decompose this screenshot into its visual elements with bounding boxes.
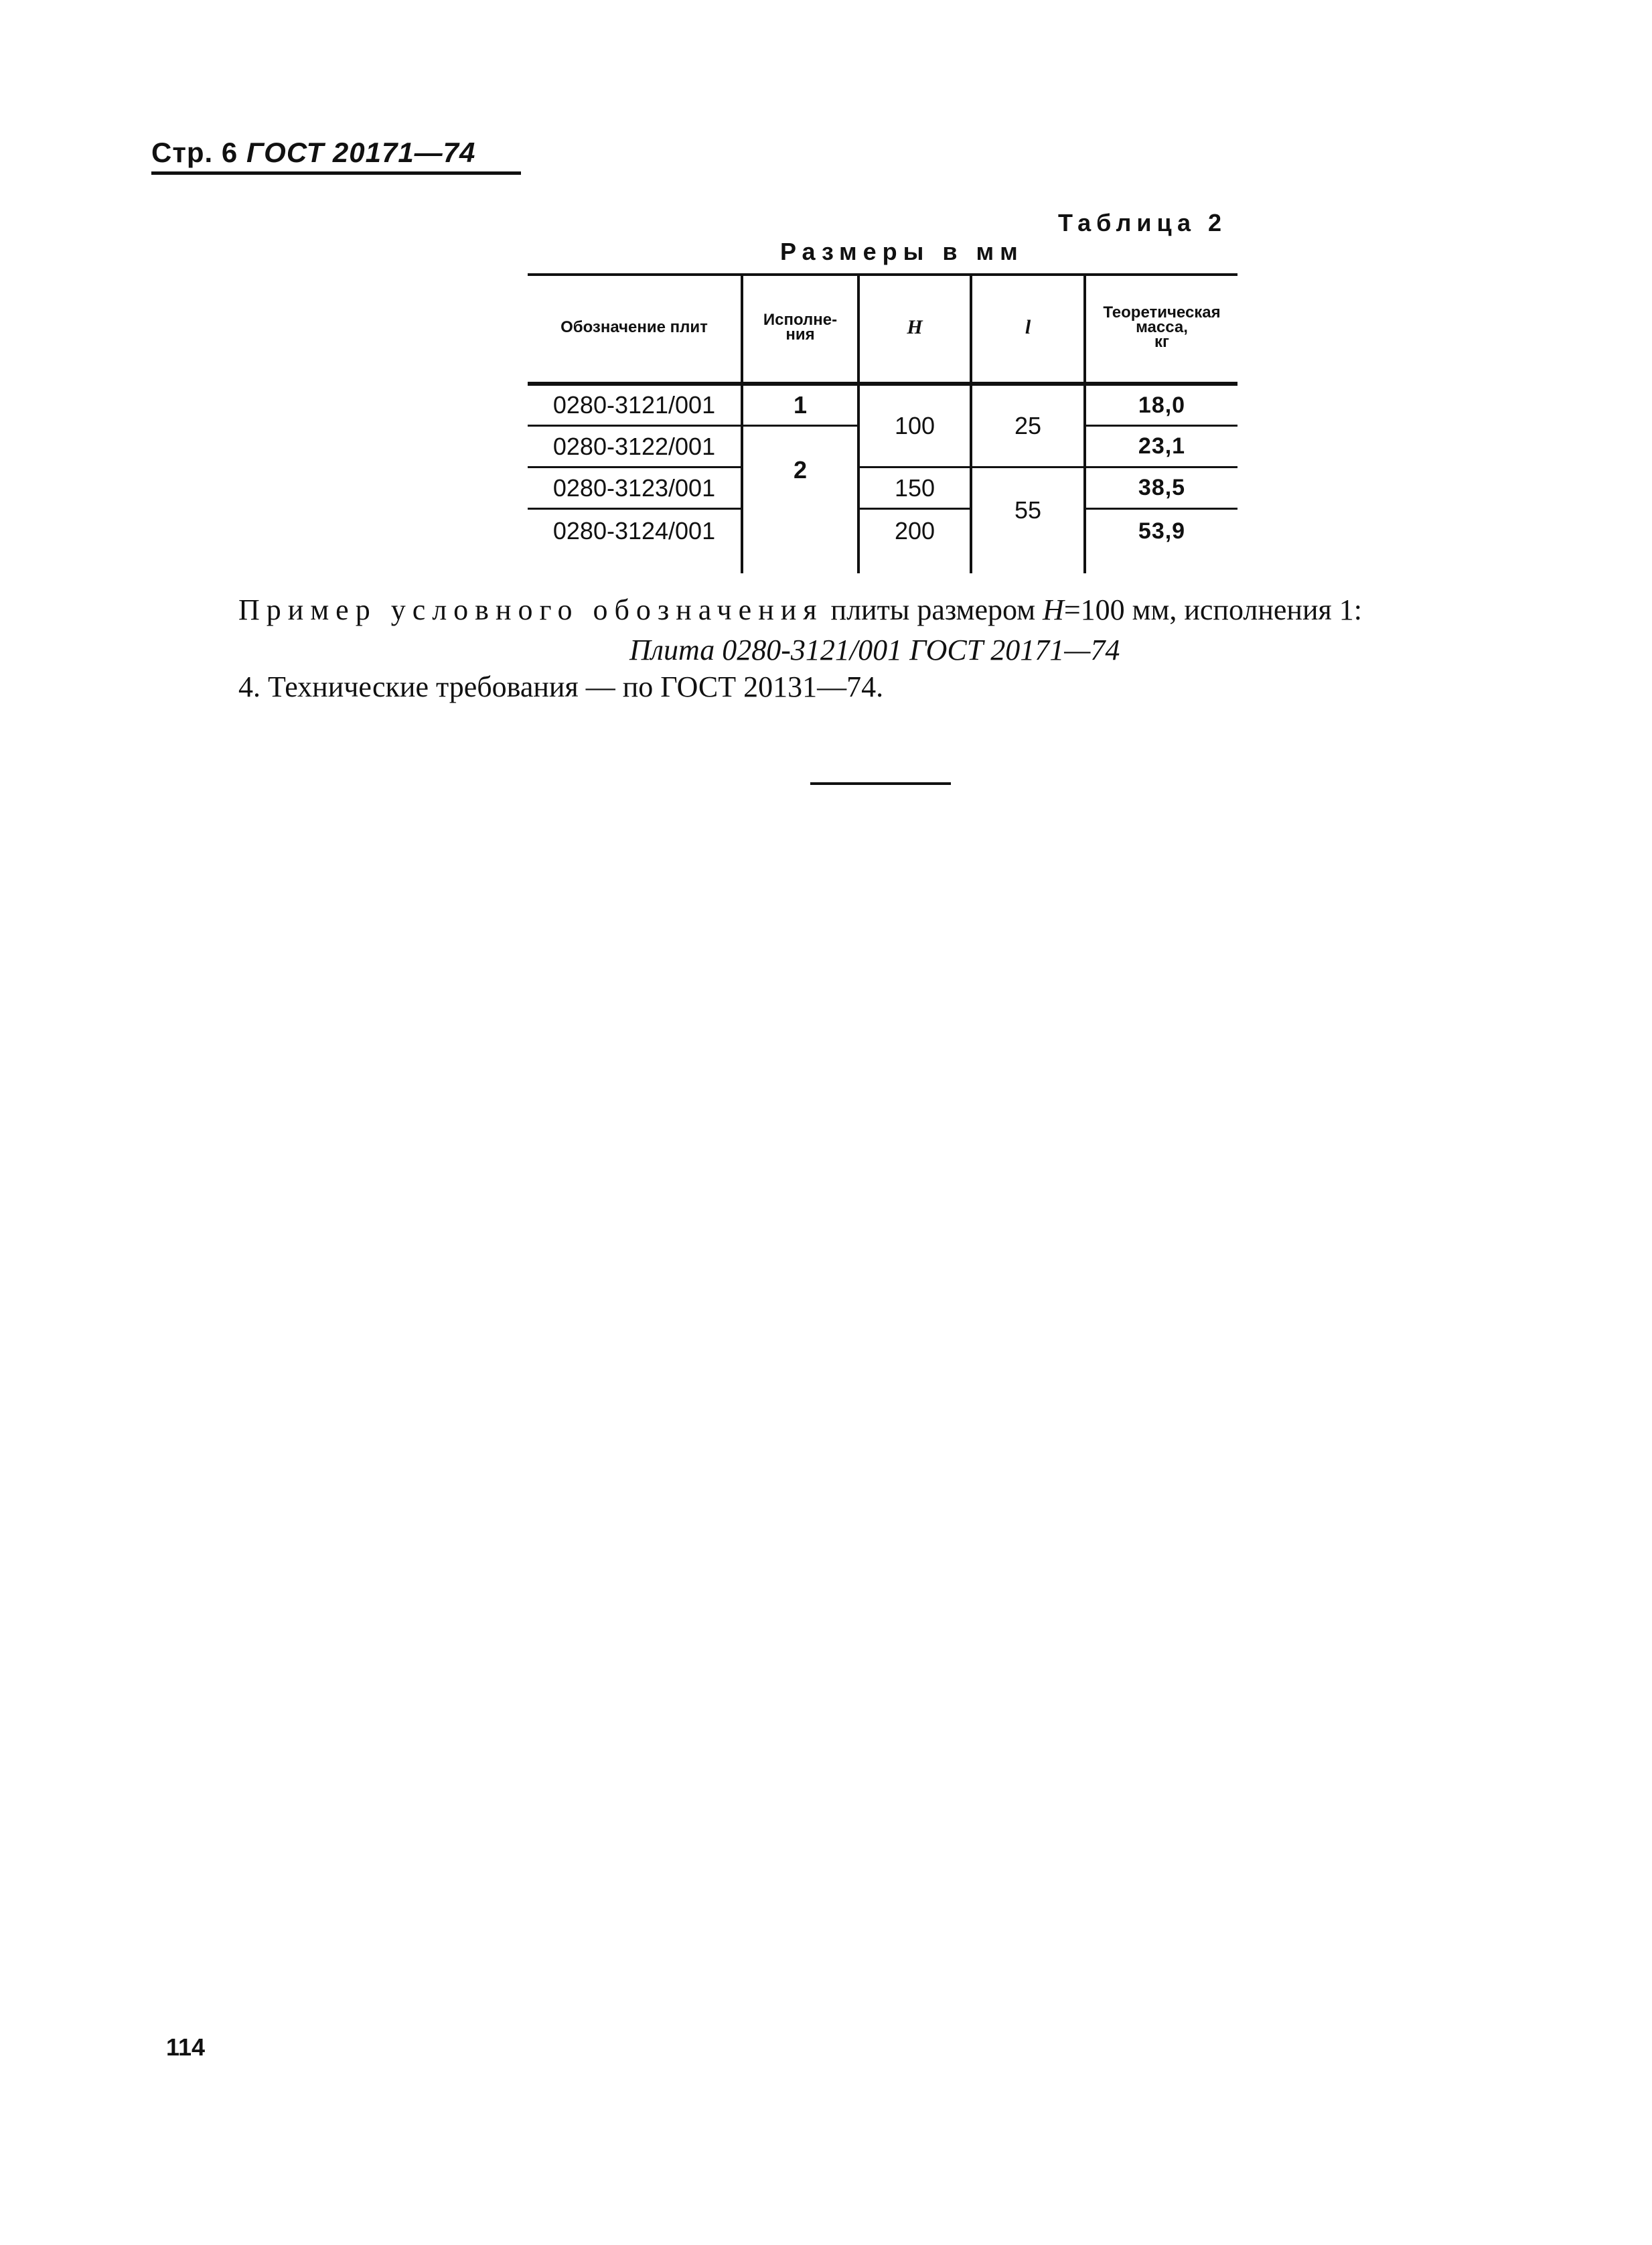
mass-cell: 23,1 <box>1138 433 1186 459</box>
h-cell: 100 <box>894 412 935 439</box>
l-cell: 55 <box>1014 496 1042 524</box>
col-header-designation: Обозначение плит <box>560 318 708 336</box>
execution-cell: 2 <box>793 456 808 484</box>
page-header <box>151 137 521 177</box>
item-4: 4. Технические требования — по ГОСТ 20131—74. <box>238 670 884 703</box>
document-label: ГОСТ 20171—74 <box>246 137 476 168</box>
designation-cell: 0280-3124/001 <box>552 517 716 545</box>
designation-cell: 0280-3122/001 <box>552 432 716 460</box>
example-variable: H <box>1043 593 1064 626</box>
end-rule <box>810 782 951 785</box>
col-header-l: l <box>1025 316 1031 338</box>
table-units: Размеры в мм <box>780 238 1024 265</box>
execution-cell: 1 <box>793 391 808 419</box>
page-label: Стр. 6 <box>151 137 238 168</box>
col-header-H: H <box>907 316 923 338</box>
col-header-mass: Теоретическая масса, кг <box>1103 303 1221 351</box>
dimensions-table <box>528 273 1237 573</box>
header-rule <box>151 171 521 175</box>
example-text-a: плиты размером <box>823 593 1043 626</box>
header-text <box>151 137 475 169</box>
page-number: 114 <box>166 2033 206 2061</box>
col-header-execution: Исполне- ния <box>763 311 838 344</box>
mass-cell: 53,9 <box>1138 518 1186 544</box>
mass-cell: 38,5 <box>1138 475 1186 500</box>
example-paragraph <box>238 593 1362 627</box>
table-title: Таблица 2 <box>1058 209 1227 236</box>
designation-cell: 0280-3123/001 <box>552 474 716 502</box>
h-cell: 150 <box>894 474 935 502</box>
example-intro: Пример условного обозначения <box>238 593 824 626</box>
example-designation: Плита 0280-3121/001 ГОСТ 20171—74 <box>629 634 1120 666</box>
example-text-b: =100 мм, исполнения 1: <box>1063 593 1362 626</box>
designation-cell: 0280-3121/001 <box>552 391 716 419</box>
l-cell: 25 <box>1014 412 1042 439</box>
h-cell: 200 <box>894 517 935 545</box>
mass-cell: 18,0 <box>1138 392 1186 418</box>
